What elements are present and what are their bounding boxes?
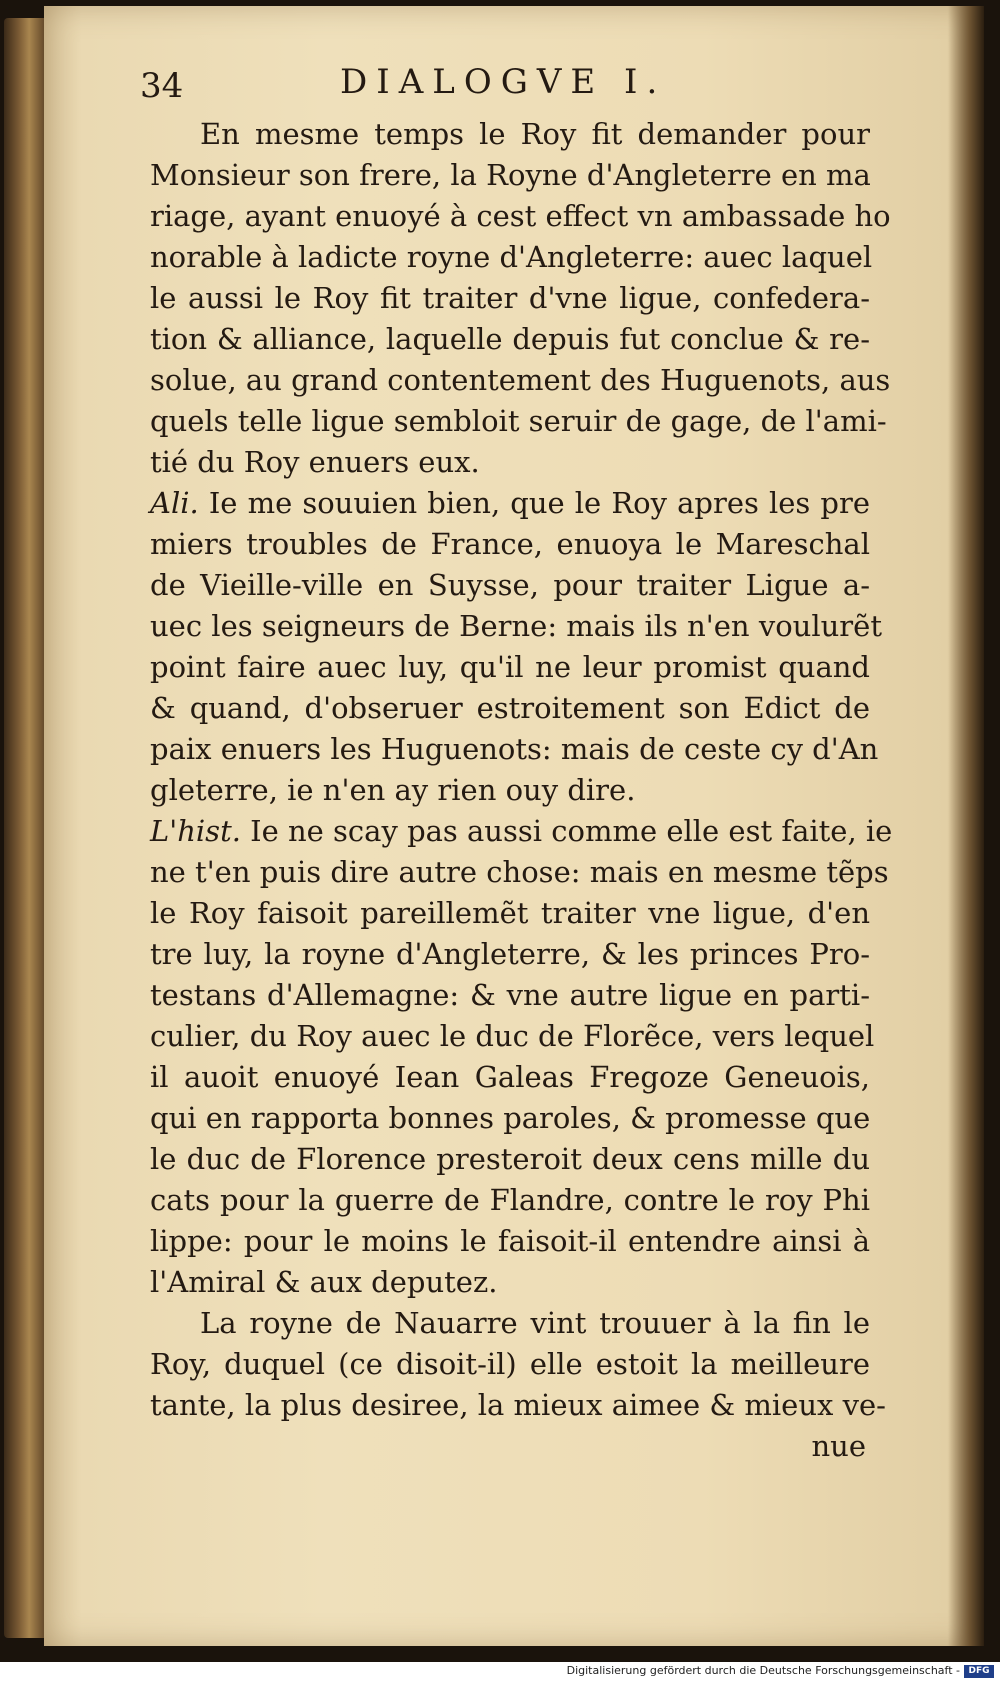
page-header <box>140 62 840 112</box>
text-line <box>150 483 870 524</box>
text-line: tié du Roy enuers eux. <box>150 445 480 479</box>
text-line: paix enuers les Huguenots: mais de ceste cy d'An <box>150 732 879 766</box>
text-line: norable à ladicte royne d'Angleterre: auec laquel <box>150 240 873 274</box>
text-line: & quand, d'obseruer estroitement son Edict de <box>150 691 870 725</box>
text-line: quels telle ligue sembloit seruir de gage, de l'ami- <box>150 404 887 438</box>
text-line: culier, du Roy auec le duc de Florẽce, vers lequel <box>150 1019 875 1053</box>
text-line: qui en rapporta bonnes paroles, & promesse que <box>150 1101 871 1135</box>
text-line: point faire auec luy, qu'il ne leur promist quand <box>150 650 870 684</box>
text-line: tre luy, la royne d'Angleterre, & les princes Pro- <box>150 937 870 971</box>
digitization-credit: Digitalisierung gefördert durch die Deutsche Forschungsgemeinschaft - <box>566 1664 960 1677</box>
page-gutter-shadow <box>948 6 984 1646</box>
text-line-content: Ie me souuien bien, que le Roy apres les pre <box>208 486 871 520</box>
text-line <box>150 811 893 852</box>
text-line: riage, ayant enuoyé à cest effect vn ambassade ho <box>150 199 891 233</box>
text-line: de Vieille-ville en Suysse, pour traiter Ligue a- <box>150 568 870 602</box>
text-line: solue, au grand contentement des Huguenots, aus <box>150 363 891 397</box>
dfg-logo-icon: DFG <box>964 1665 994 1678</box>
footer-bar <box>0 1662 1000 1681</box>
text-line: gleterre, ie n'en ay rien ouy dire. <box>150 773 636 807</box>
text-line: testans d'Allemagne: & vne autre ligue en parti- <box>150 978 870 1012</box>
text-line: cats pour la guerre de Flandre, contre le roy Phi <box>150 1183 870 1217</box>
text-line: En mesme temps le Roy fit demander pour <box>200 117 870 151</box>
book-spine-edge <box>4 18 46 1638</box>
page-number: 34 <box>140 66 184 106</box>
catchword: nue <box>811 1429 866 1463</box>
text-line: uec les seigneurs de Berne: mais ils n'en voulurẽt <box>150 609 882 643</box>
text-line: tion & alliance, laquelle depuis fut conclue & re- <box>150 322 870 356</box>
text-line: La royne de Nauarre vint trouuer à la fin le <box>200 1306 870 1340</box>
text-line: il auoit enuoyé Iean Galeas Fregoze Geneuois, <box>150 1060 870 1094</box>
text-line: tante, la plus desiree, la mieux aimee & mieux ve- <box>150 1388 886 1422</box>
text-line: miers troubles de France, enuoya le Mareschal <box>150 527 870 561</box>
text-line: le Roy faisoit pareillemẽt traiter vne ligue, d'en <box>150 896 870 930</box>
text-line: le aussi le Roy fit traiter d'vne ligue, confedera- <box>150 281 870 315</box>
speaker-label: Ali. <box>150 486 199 520</box>
text-line: ne t'en puis dire autre chose: mais en mesme tẽps <box>150 855 889 889</box>
text-line-content: Ie ne scay pas aussi comme elle est faite, ie <box>250 814 893 848</box>
text-line: le duc de Florence presteroit deux cens mille du <box>150 1142 870 1176</box>
text-line: l'Amiral & aux deputez. <box>150 1265 498 1299</box>
text-line: lippe: pour le moins le faisoit-il entendre ainsi à <box>150 1224 870 1258</box>
text-line: Monsieur son frere, la Royne d'Angleterre en ma <box>150 158 871 192</box>
running-head: DIALOGVE I. <box>340 62 667 102</box>
speaker-label: L'hist. <box>150 814 241 848</box>
text-block <box>150 114 893 1467</box>
text-line: Roy, duquel (ce disoit-il) elle estoit la meilleure <box>150 1347 870 1381</box>
